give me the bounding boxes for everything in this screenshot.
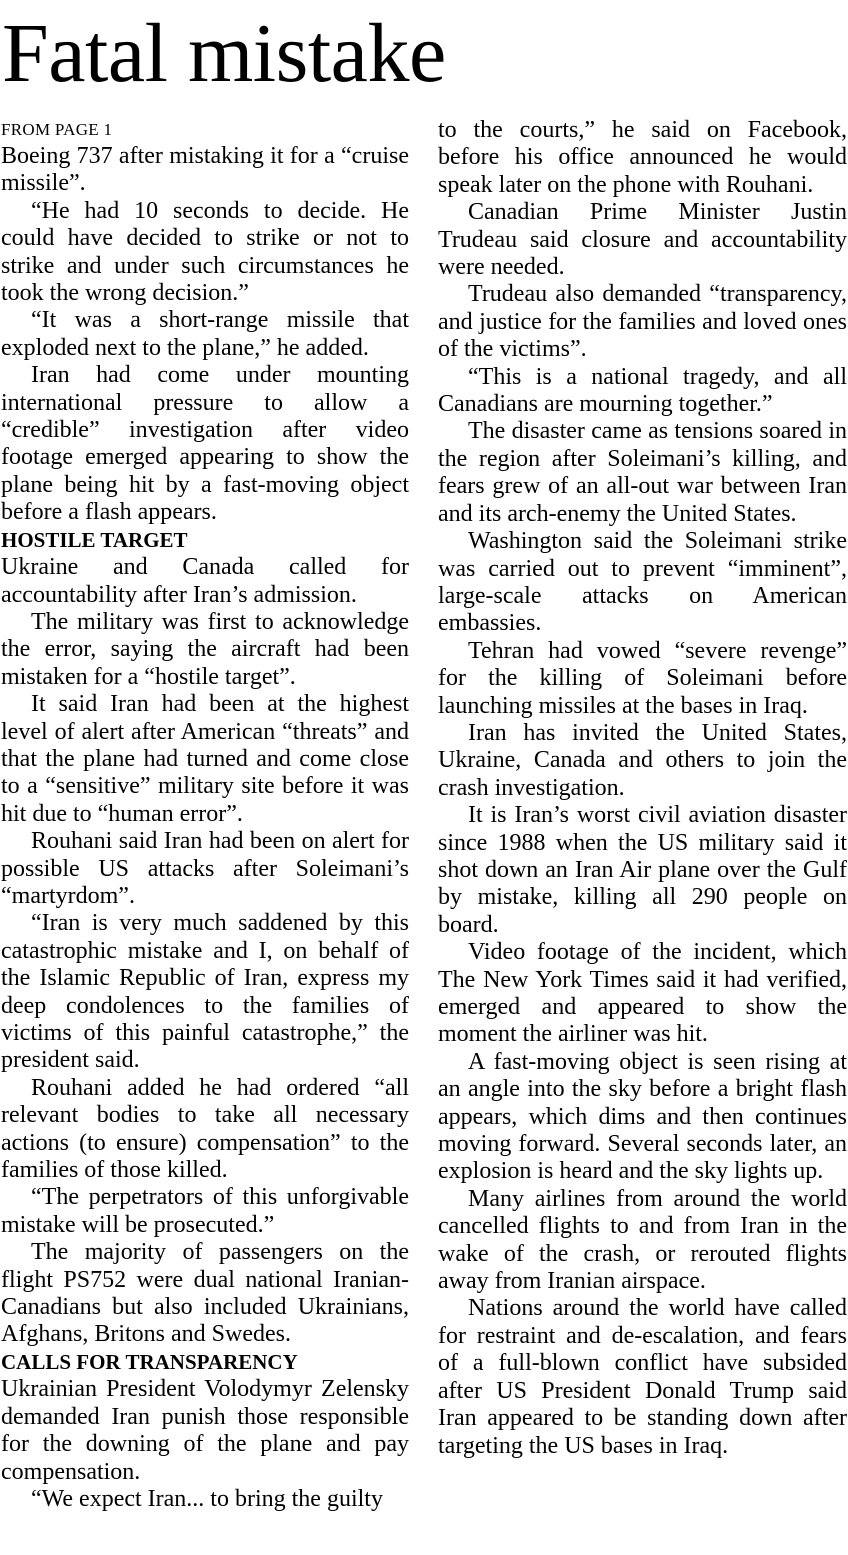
page-title: Fatal mistake xyxy=(2,7,446,100)
paragraph: Trudeau also demanded “transparency, and justice for the families and loved ones of the victims”. xyxy=(438,281,847,363)
paragraph: A fast-moving object is seen rising at an angle into the sky before a bright flash appears, which dims and then continues moving forward. Several seconds later, an explosion is heard and the sky lights up. xyxy=(438,1048,847,1185)
paragraph: Nations around the world have called for restraint and de-escalation, and fears of a full-blown conflict have subsided after US President Donald Trump said Iran appeared to be standing down after targeting the US bases in Iraq. xyxy=(438,1295,847,1459)
paragraph: Iran has invited the United States, Ukraine, Canada and others to join the crash investigation. xyxy=(438,719,847,801)
paragraph: “The perpetrators of this unforgivable mistake will be prosecuted.” xyxy=(1,1184,409,1238)
paragraph: “Iran is very much saddened by this catastrophic mistake and I, on behalf of the Islamic Republic of Iran, express my deep condolences to the families of victims of this painful catastrophe,” the president said. xyxy=(1,910,409,1074)
subheading-hostile-target: HOSTILE TARGET xyxy=(1,527,188,552)
article-column-right xyxy=(438,117,847,1460)
paragraph: Many airlines from around the world cancelled flights to and from Iran in the wake of the crash, or rerouted flights away from Iranian airspace. xyxy=(438,1185,847,1295)
paragraph: Video footage of the incident, which The New York Times said it had verified, emerged and appeared to show the moment the airliner was hit. xyxy=(438,939,847,1048)
paragraph: The disaster came as tensions soared in the region after Soleimani’s killing, and fears grew of an all-out war between Iran and its arch-enemy the United States. xyxy=(438,418,847,527)
paragraph: “We expect Iran... to bring the guilty xyxy=(31,1485,383,1512)
paragraph: Rouhani added he had ordered “all relevant bodies to take all necessary actions (to ensure) compensation” to the families of those killed. xyxy=(1,1074,409,1184)
paragraph: “It was a short-range missile that exploded next to the plane,” he added. xyxy=(1,307,409,361)
paragraph: Tehran had vowed “severe revenge” for the killing of Soleimani before launching missiles at the bases in Iraq. xyxy=(438,637,847,719)
continued-from-label: FROM PAGE 1 xyxy=(1,120,113,139)
paragraph: “He had 10 seconds to decide. He could have decided to strike or not to strike and under such circumstances he took the wrong decision.” xyxy=(1,197,409,307)
paragraph: Canadian Prime Minister Justin Trudeau said closure and accountability were needed. xyxy=(438,199,847,281)
paragraph: It is Iran’s worst civil aviation disaster since 1988 when the US military said it shot down an Iran Air plane over the Gulf by mistake, killing all 290 people on board. xyxy=(438,802,847,938)
subheading-calls-for-transparency: CALLS FOR TRANSPARENCY xyxy=(1,1349,298,1374)
paragraph: The majority of passengers on the flight PS752 were dual national Iranian-Canadians but also included Ukrainians, Afghans, Britons and Swedes. xyxy=(1,1239,409,1348)
paragraph: It said Iran had been at the highest level of alert after American “threats” and that the plane had turned and come close to a “sensitive” military site before it was hit due to “human error”. xyxy=(1,691,409,827)
paragraph: Iran had come under mounting international pressure to allow a “credible” investigation after video footage emerged appearing to show the plane being hit by a fast-moving object before a flash appears. xyxy=(1,362,409,526)
paragraph: Ukrainian President Volodymyr Zelensky demanded Iran punish those responsible for the downing of the plane and pay compensation. xyxy=(1,1376,409,1485)
paragraph: “This is a national tragedy, and all Canadians are mourning together.” xyxy=(438,363,847,418)
article-column-left xyxy=(1,117,409,1513)
paragraph: Boeing 737 after mistaking it for a “cruise missile”. xyxy=(1,143,409,197)
paragraph: Ukraine and Canada called for accountability after Iran’s admission. xyxy=(1,554,409,608)
paragraph: Washington said the Soleimani strike was carried out to prevent “imminent”, large-scale attacks on American embassies. xyxy=(438,528,847,637)
paragraph: The military was first to acknowledge the error, saying the aircraft had been mistaken for a “hostile target”. xyxy=(1,608,409,690)
paragraph: to the courts,” he said on Facebook, before his office announced he would speak later on the phone with Rouhani. xyxy=(438,117,847,198)
paragraph: Rouhani said Iran had been on alert for possible US attacks after Soleimani’s “martyrdom”. xyxy=(1,828,409,909)
